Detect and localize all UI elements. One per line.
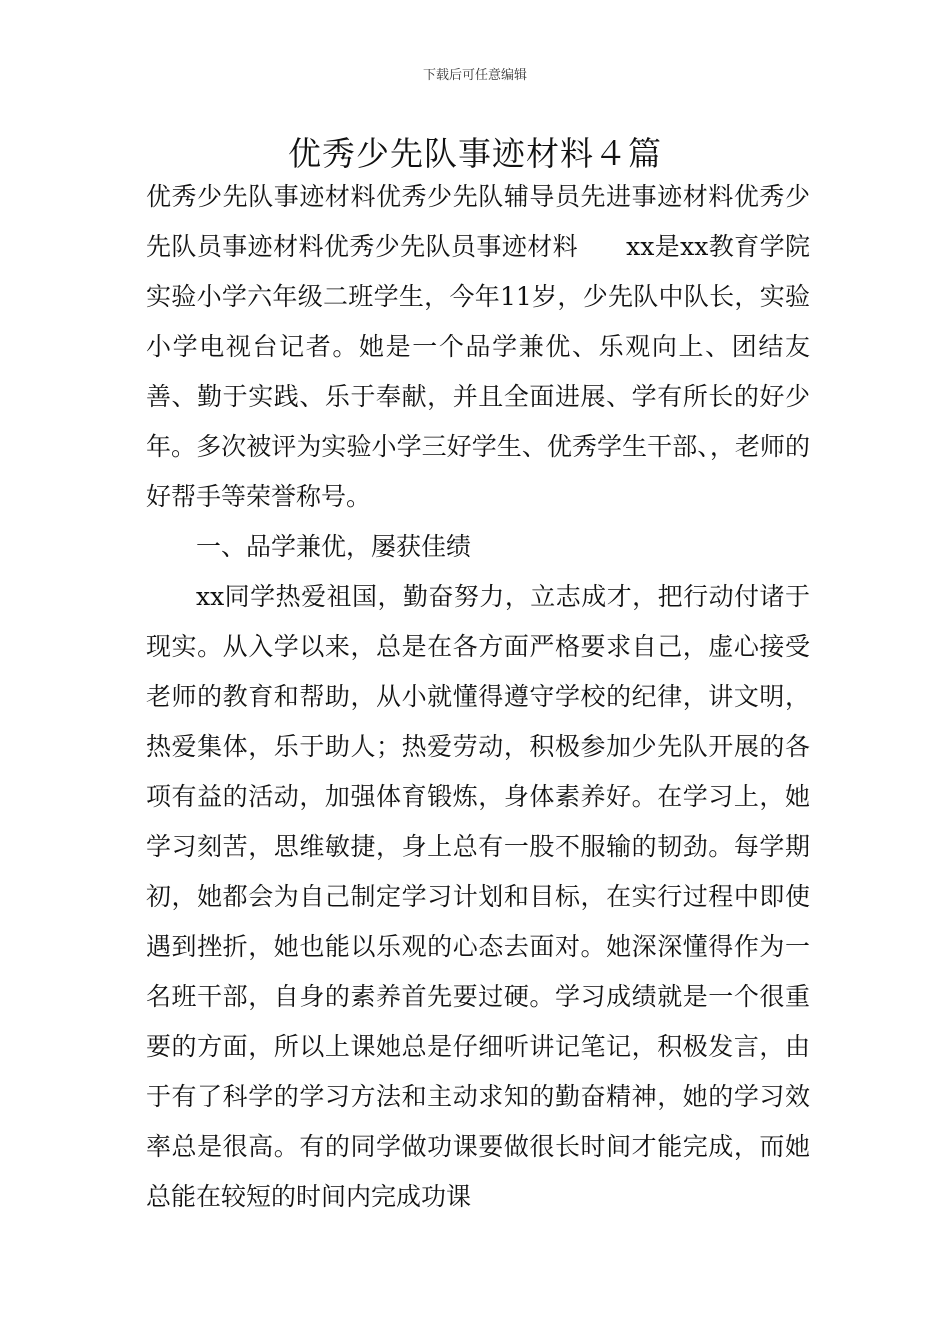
header-note: 下载后可任意编辑 (422, 68, 527, 83)
intro-part2: xx是xx教育学院实验小学六年级二班学生，今年11岁，少先队中队长，实验小学电视台记者。她是一个品学兼优、乐观向上、团结友善、勤于实践、乐于奉献，并且全面进展、学有所长的好少年。多次被评为实验小学三好学生、优秀学生干部、，老师的好帮手等荣誉称号。 (146, 232, 810, 511)
section1-paragraph: xx同学热爱祖国，勤奋努力，立志成才，把行动付诸于现实。从入学以来，总是在各方面严格要求自己，虚心接受老师的教育和帮助，从小就懂得遵守学校的纪律，讲文明，热爱集体，乐于助人；热爱劳动，积极参加少先队开展的各项有益的活动，加强体育锻炼，身体素养好。在学习上，她学习刻苦，思维敏捷，身上总有一股不服输的韧劲。每学期初，她都会为自己制定学习计划和目标，在实行过程中即使遇到挫折，她也能以乐观的心态去面对。她深深懂得作为一名班干部，自身的素养首先要过硬。学习成绩就是一个很重要的方面，所以上课她总是仔细听讲记笔记，积极发言，由于有了科学的学习方法和主动求知的勤奋精神，她的学习效率总是很高。有的同学做功课要做很长时间才能完成，而她总能在较短的时间内完成功课 (146, 582, 810, 1211)
intro-paragraph (146, 172, 810, 522)
section1-heading: 一、品学兼优，屡获佳绩 (196, 532, 472, 561)
document-body (146, 172, 810, 1222)
intro-part1: 优秀少先队事迹材料优秀少先队辅导员先进事迹材料优秀少先队员事迹材料优秀少先队员事迹材料 (146, 182, 810, 261)
document-title: 优秀少先队事迹材料４篇 (288, 134, 662, 173)
